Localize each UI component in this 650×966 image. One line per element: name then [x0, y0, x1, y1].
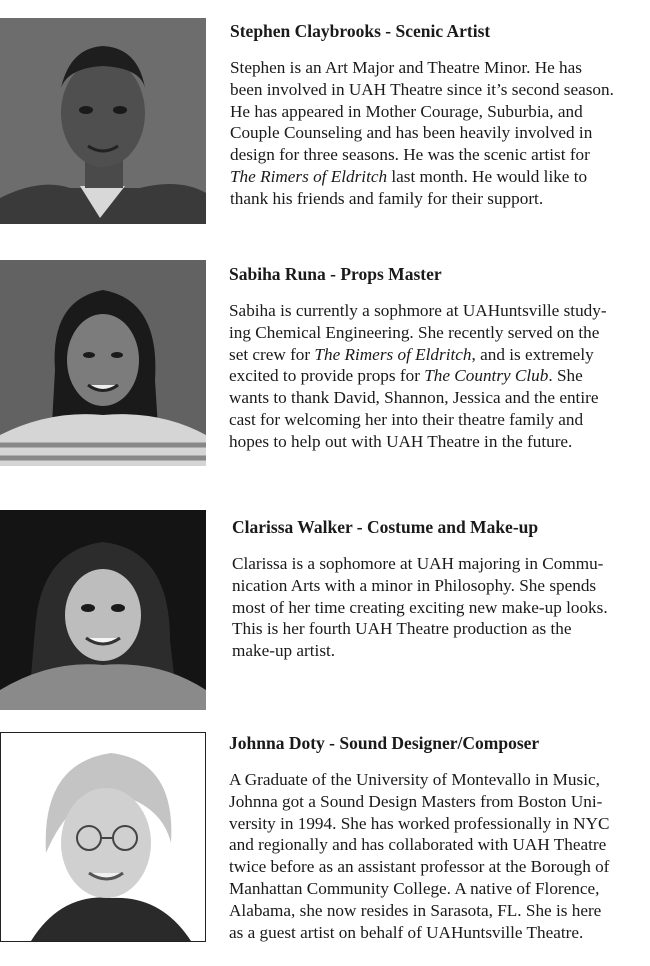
production-title: The Country Club	[424, 366, 549, 386]
text-run: Manhattan Community College. A native of Florence,	[229, 878, 600, 898]
bio-sabiha-runa	[0, 250, 650, 490]
bio-text-line	[229, 856, 647, 878]
bio-text-line	[229, 409, 647, 431]
bio-text	[229, 769, 647, 943]
text-run: Sabiha is currently a sophmore at UAHuntsville study-	[229, 301, 607, 320]
text-run: been involved in UAH Theatre since it’s second season.	[230, 79, 614, 99]
text-run: most of her time creating exciting new make-up looks.	[232, 597, 608, 617]
bio-text-line	[230, 166, 645, 188]
bio-name: Clarissa Walker - Costume and Make-up	[232, 517, 539, 537]
text-run: , and is extremely	[471, 344, 594, 364]
bio-text	[229, 300, 647, 453]
bio-clarissa-walker	[0, 500, 650, 712]
text-run: excited to provide props for	[229, 366, 425, 386]
bio-name: Sabiha Runa - Props Master	[229, 264, 442, 284]
portrait-stephen-image	[0, 18, 206, 224]
bio-text-line	[229, 878, 647, 900]
text-run: Couple Counseling and has been heavily involved in	[230, 123, 593, 143]
text-run: hopes to help out with UAH Theatre in the future.	[229, 431, 573, 451]
text-run: design for three seasons. He was the scenic artist for	[230, 145, 590, 165]
bio-text-line	[229, 900, 647, 922]
bio-text-line	[229, 322, 647, 344]
bio-name: Johnna Doty - Sound Designer/Composer	[229, 733, 540, 753]
text-run: make-up artist.	[232, 641, 336, 661]
bio-text-line	[229, 365, 647, 387]
bio-name: Stephen Claybrooks - Scenic Artist	[230, 21, 491, 41]
bio-text	[230, 57, 645, 210]
portrait-clarissa-image	[0, 510, 206, 710]
bio-stephen-claybrooks	[0, 0, 650, 240]
bio-johnna-doty	[0, 722, 650, 966]
production-title: The Rimers of Eldritch	[230, 166, 388, 186]
bio-text-line	[232, 618, 647, 640]
bio-text-line	[229, 387, 647, 409]
portrait-sabiha-image	[0, 260, 206, 466]
bio-text-line	[230, 122, 645, 144]
text-run: thank his friends and family for their support.	[230, 188, 544, 208]
bio-text-line	[230, 188, 645, 210]
bio-text-line	[232, 597, 647, 619]
bio-text	[232, 553, 647, 662]
text-run: nication Arts with a minor in Philosophy. She spends	[232, 575, 597, 595]
bio-text-line	[230, 57, 645, 79]
text-run: Johnna got a Sound Design Masters from Boston Uni-	[229, 791, 603, 811]
text-run: cast for welcoming her into their theatre family and	[229, 409, 584, 429]
bio-text-line	[232, 553, 647, 575]
text-run: twice before as an assistant professor at the Borough of	[229, 857, 610, 877]
text-run: as a guest artist on behalf of UAHuntsville Theatre.	[229, 922, 584, 942]
text-run: wants to thank David, Shannon, Jessica and the entire	[229, 388, 599, 408]
portrait-johnna-image	[1, 733, 205, 941]
portrait-photo	[0, 732, 206, 942]
bio-text-line	[229, 834, 647, 856]
bio-text-line	[232, 640, 647, 662]
bio-text-line	[229, 813, 647, 835]
bio-text-line	[230, 101, 645, 123]
text-run: last month. He would like to	[387, 166, 588, 186]
portrait-photo	[0, 18, 206, 224]
portrait-photo	[0, 260, 206, 466]
text-run: This is her fourth UAH Theatre production as the	[232, 619, 572, 639]
bio-text-line	[229, 791, 647, 813]
bio-text-line	[232, 575, 647, 597]
bio-text-line	[229, 769, 647, 791]
text-run: . She	[548, 366, 583, 386]
bio-text-line	[229, 922, 647, 944]
bio-text-line	[230, 144, 645, 166]
text-run: A Graduate of the University of Montevallo in Music,	[229, 770, 600, 789]
bio-text-line	[229, 300, 647, 322]
text-run: Alabama, she now resides in Sarasota, FL. She is here	[229, 900, 602, 920]
text-run: He has appeared in Mother Courage, Suburbia, and	[230, 101, 583, 121]
text-run: Clarissa is a sophomore at UAH majoring in Commu-	[232, 554, 604, 573]
text-run: and regionally and has collaborated with UAH Theatre	[229, 835, 607, 855]
text-run: versity in 1994. She has worked professionally in NYC	[229, 813, 610, 833]
bio-text-line	[229, 344, 647, 366]
text-run: ing Chemical Engineering. She recently served on the	[229, 322, 600, 342]
bio-text-line	[229, 431, 647, 453]
portrait-photo	[0, 510, 206, 710]
bio-text-line	[230, 79, 645, 101]
production-title: The Rimers of Eldritch	[314, 344, 472, 364]
text-run: set crew for	[229, 344, 315, 364]
text-run: Stephen is an Art Major and Theatre Minor. He has	[230, 58, 582, 77]
